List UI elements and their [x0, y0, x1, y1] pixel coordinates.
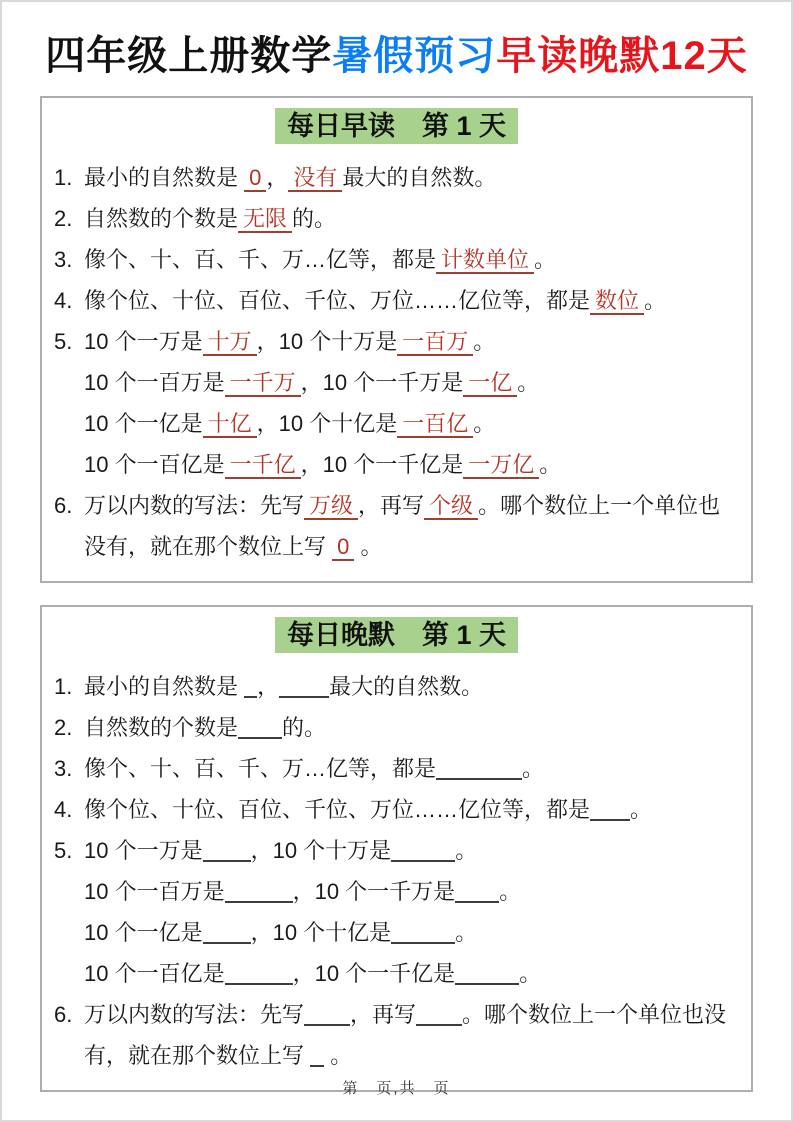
item-row — [54, 280, 739, 321]
item-number: 3. — [54, 756, 73, 781]
item-content — [84, 748, 739, 789]
item-number: 2. — [54, 206, 73, 231]
item-content — [84, 994, 739, 1076]
text-run: 10 个一百万是 — [84, 370, 225, 395]
text-run: 。 — [517, 370, 540, 395]
item-content — [84, 157, 739, 198]
blank-underline — [310, 1063, 324, 1067]
item-number: 5. — [54, 329, 73, 354]
item-row — [54, 198, 739, 239]
answer-text: 0 — [244, 165, 266, 192]
item-row — [54, 666, 739, 707]
item-content — [84, 321, 739, 362]
item-number — [54, 362, 84, 403]
section-box — [40, 605, 753, 1092]
text-run: ，10 个一千亿是 — [300, 452, 464, 477]
item-number: 5. — [54, 838, 73, 863]
item-row — [54, 157, 739, 198]
item-number: 4. — [54, 797, 73, 822]
item-number — [54, 871, 84, 912]
text-run: 。 — [539, 452, 562, 477]
text-run: 。 — [354, 534, 383, 559]
text-run: 。 — [534, 247, 557, 272]
page-footer: 第 页,共 页 — [342, 1080, 451, 1097]
text-run: 10 个一万是 — [84, 329, 203, 354]
text-run: ，10 个十万是 — [256, 329, 398, 354]
title-segment: 早读晚默12天 — [496, 34, 748, 78]
text-run: 。 — [455, 838, 478, 863]
item-number: 6. — [54, 1002, 73, 1027]
text-run: 像个、十、百、千、万…亿等，都是 — [84, 756, 437, 781]
item-content — [84, 403, 739, 444]
item-number: 6. — [54, 493, 73, 518]
blank-underline — [304, 1022, 350, 1026]
text-run: 最大的自然数。 — [329, 674, 484, 699]
item-content — [84, 666, 739, 707]
answer-text: 万级 — [304, 493, 358, 520]
item-content — [84, 707, 739, 748]
text-run: 。 — [630, 797, 653, 822]
worksheet-sections — [2, 96, 791, 1092]
answer-text: 十亿 — [203, 411, 257, 438]
answer-text: 0 — [332, 534, 354, 561]
item-number: 1. — [54, 674, 73, 699]
answer-text: 一千万 — [225, 370, 301, 397]
item-number — [54, 953, 84, 994]
item-number — [54, 912, 84, 953]
item-row — [54, 994, 739, 1076]
text-run: 的。 — [292, 206, 337, 231]
text-run: 10 个一万是 — [84, 838, 203, 863]
text-run: 。 — [499, 879, 522, 904]
text-run: 10 个一亿是 — [84, 411, 203, 436]
text-run: ，10 个十万是 — [250, 838, 392, 863]
item-row — [54, 485, 739, 567]
item-content — [84, 362, 739, 403]
text-run: ，10 个十亿是 — [250, 920, 392, 945]
item-content — [84, 912, 739, 953]
item-content — [84, 198, 739, 239]
item-row — [54, 362, 739, 403]
section-header-highlight: 每日晚默 第 1 天 — [275, 617, 518, 653]
blank-underline — [590, 817, 630, 821]
answer-text: 十万 — [203, 329, 257, 356]
blank-underline — [455, 899, 499, 903]
text-run: ，10 个一千万是 — [292, 879, 456, 904]
text-run: 。 — [522, 756, 545, 781]
item-content — [84, 789, 739, 830]
text-run: 。 — [324, 1043, 353, 1068]
item-row — [54, 748, 739, 789]
text-run: 自然数的个数是 — [84, 715, 239, 740]
text-run: ，10 个一千亿是 — [292, 961, 456, 986]
item-content — [84, 444, 739, 485]
blank-underline — [391, 858, 455, 862]
item-row — [54, 789, 739, 830]
text-run: ，再写 — [358, 493, 425, 518]
answer-text: 没有 — [288, 165, 342, 192]
blank-underline — [244, 694, 257, 698]
text-run: ，10 个一千万是 — [300, 370, 464, 395]
item-number: 3. — [54, 247, 73, 272]
title-segment: 暑假预习 — [332, 34, 497, 78]
item-row — [54, 239, 739, 280]
item-row — [54, 830, 739, 871]
blank-underline — [279, 694, 329, 698]
blank-underline — [225, 981, 293, 985]
text-run: 像个位、十位、百位、千位、万位……亿位等，都是 — [84, 288, 591, 313]
text-run: 。 — [455, 920, 478, 945]
item-row — [54, 707, 739, 748]
item-row — [54, 444, 739, 485]
item-number: 4. — [54, 288, 73, 313]
text-run: 像个位、十位、百位、千位、万位……亿位等，都是 — [84, 797, 591, 822]
answer-text: 数位 — [590, 288, 644, 315]
blank-underline — [203, 858, 251, 862]
item-row — [54, 321, 739, 362]
item-content — [84, 830, 739, 871]
text-run: 10 个一百亿是 — [84, 961, 225, 986]
text-run: 最大的自然数。 — [342, 165, 497, 190]
text-run: 像个、十、百、千、万…亿等，都是 — [84, 247, 437, 272]
item-content — [84, 485, 739, 567]
text-run: 10 个一百万是 — [84, 879, 225, 904]
blank-underline — [436, 776, 522, 780]
text-run: 10 个一百亿是 — [84, 452, 225, 477]
section-header — [54, 108, 739, 149]
text-run: 最小的自然数是 — [84, 674, 245, 699]
item-number: 2. — [54, 715, 73, 740]
answer-text: 一百万 — [397, 329, 473, 356]
item-row — [54, 912, 739, 953]
item-content — [84, 953, 739, 994]
text-run: 10 个一亿是 — [84, 920, 203, 945]
blank-underline — [391, 940, 455, 944]
blank-underline — [238, 735, 282, 739]
text-run: 。哪个数位上一个单位也没有，就在那个数位上写 — [84, 493, 721, 559]
section-header-highlight: 每日早读 第 1 天 — [275, 108, 518, 144]
text-run: 最小的自然数是 — [84, 165, 245, 190]
section-box — [40, 96, 753, 583]
text-run: ，再写 — [350, 1002, 417, 1027]
text-run: 的。 — [282, 715, 327, 740]
item-content — [84, 871, 739, 912]
item-number — [54, 444, 84, 485]
item-content — [84, 239, 739, 280]
page-title — [2, 32, 791, 80]
item-row — [54, 403, 739, 444]
answer-text: 个级 — [424, 493, 478, 520]
blank-underline — [416, 1022, 462, 1026]
answer-text: 一千亿 — [225, 452, 301, 479]
item-content — [84, 280, 739, 321]
blank-underline — [225, 899, 293, 903]
text-run: 。 — [473, 411, 496, 436]
item-number: 1. — [54, 165, 73, 190]
item-row — [54, 871, 739, 912]
title-segment: 四年级上册数学 — [45, 34, 333, 78]
item-row — [54, 953, 739, 994]
text-run: ， — [266, 165, 289, 190]
section-header — [54, 617, 739, 658]
answer-text: 一亿 — [463, 370, 517, 397]
answer-text: 无限 — [238, 206, 292, 233]
text-run: ，10 个十亿是 — [256, 411, 398, 436]
text-run: 。 — [644, 288, 667, 313]
blank-underline — [203, 940, 251, 944]
text-run: 。 — [473, 329, 496, 354]
answer-text: 一万亿 — [463, 452, 539, 479]
blank-underline — [455, 981, 519, 985]
text-run: 。哪个数位上一个单位也没有，就在那个数位上写 — [84, 1002, 727, 1068]
answer-text: 一百亿 — [397, 411, 473, 438]
text-run: 自然数的个数是 — [84, 206, 239, 231]
answer-text: 计数单位 — [436, 247, 534, 274]
text-run: 万以内数的写法：先写 — [84, 1002, 305, 1027]
text-run: ， — [257, 674, 280, 699]
text-run: 。 — [519, 961, 542, 986]
item-number — [54, 403, 84, 444]
text-run: 万以内数的写法：先写 — [84, 493, 305, 518]
